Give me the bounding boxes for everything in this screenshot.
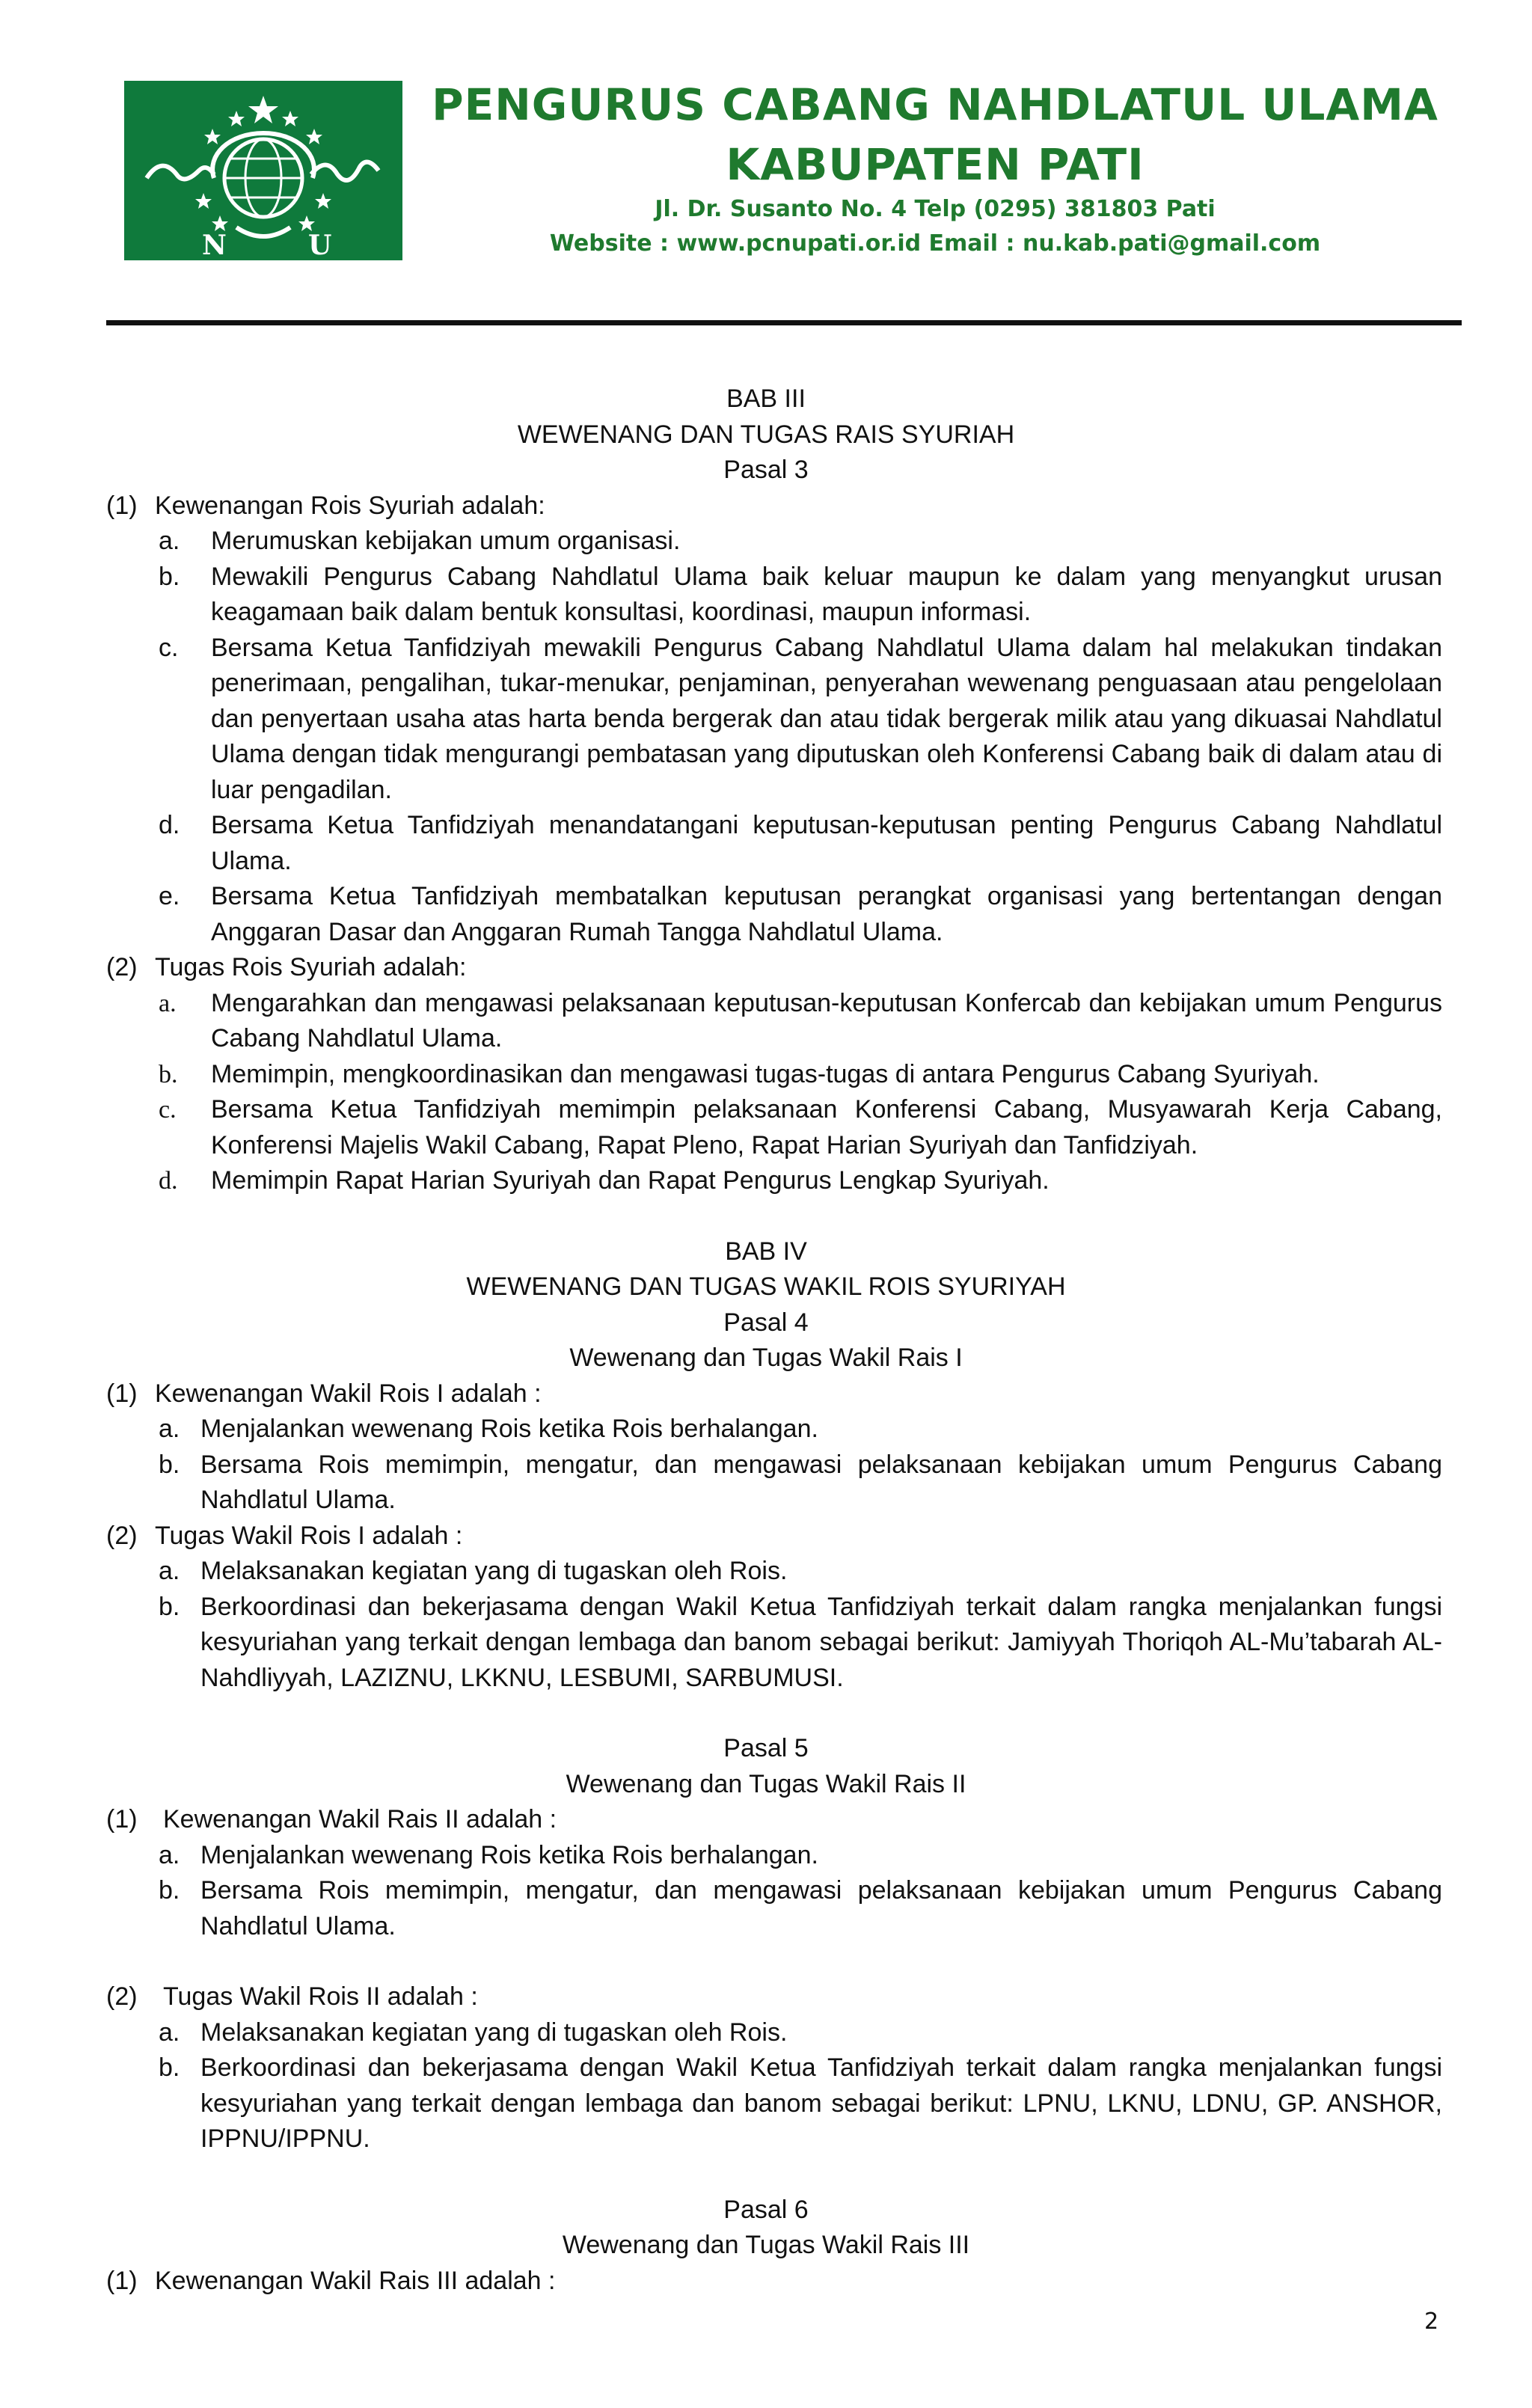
- list-marker: a.: [159, 1415, 180, 1443]
- list-marker: e.: [159, 882, 180, 910]
- clause-1: [0, 2264, 1532, 2300]
- list-marker: b.: [159, 1450, 180, 1479]
- list-marker: b.: [159, 1592, 180, 1621]
- list-text: Menjalankan wewenang Rois ketika Rois berhalangan.: [200, 1415, 818, 1443]
- article-heading: Pasal 5: [723, 1734, 809, 1762]
- article-subtitle: Wewenang dan Tugas Wakil Rais II: [566, 1769, 966, 1798]
- list-text: Melaksanakan kegiatan yang di tugaskan oleh Rois.: [200, 2018, 788, 2047]
- page-number: 2: [1424, 2309, 1439, 2335]
- org-address: Jl. Dr. Susanto No. 4 Telp (0295) 381803 Pati: [655, 196, 1216, 222]
- chapter-heading: BAB III: [726, 385, 806, 413]
- list-marker: a.: [159, 1840, 180, 1869]
- list-item: [0, 1412, 1532, 1447]
- list-item: [0, 1590, 1532, 1697]
- header-divider: [106, 320, 1462, 325]
- org-title-line1: PENGURUS CABANG NAHDLATUL ULAMA: [432, 79, 1438, 130]
- article-heading: Pasal 3: [723, 456, 809, 484]
- list-item: [0, 1447, 1532, 1519]
- list-marker: a.: [159, 989, 177, 1017]
- list-marker: b.: [159, 2053, 180, 2082]
- clause-number: (1): [106, 1805, 138, 1833]
- list-marker: b.: [159, 1876, 180, 1905]
- clause-text: Kewenangan Rois Syuriah adalah:: [155, 491, 545, 520]
- list-text: Mewakili Pengurus Cabang Nahdlatul Ulama baik keluar maupun ke dalam yang menyangkut urusan keagamaan baik dalam bentuk konsultasi, koordinasi, maupun informasi.: [211, 562, 1442, 626]
- org-title: [419, 75, 1451, 194]
- list-text: Memimpin, mengkoordinasikan dan mengawasi tugas-tugas di antara Pengurus Cabang Syuriyah.: [211, 1059, 1320, 1088]
- clause-2: [0, 1979, 1532, 2015]
- list-text: Memimpin Rapat Harian Syuriyah dan Rapat Pengurus Lengkap Syuriyah.: [211, 1166, 1050, 1195]
- list-marker: a.: [159, 2018, 180, 2047]
- list-marker: b.: [159, 1060, 178, 1088]
- list-marker: b.: [159, 562, 180, 591]
- clause-1: [0, 1376, 1532, 1412]
- list-text: Melaksanakan kegiatan yang di tugaskan oleh Rois.: [200, 1557, 788, 1585]
- clause-1: [0, 488, 1532, 524]
- list-text: Bersama Rois memimpin, mengatur, dan mengawasi pelaksanaan kebijakan umum Pengurus Cabang Nahdlatul Ulama.: [200, 1450, 1442, 1514]
- list-text: Bersama Ketua Tanfidziyah membatalkan keputusan perangkat organisasi yang bertentangan dengan Anggaran Dasar dan Anggaran Rumah Tangga Nahdlatul Ulama.: [211, 882, 1442, 946]
- article-subtitle: Wewenang dan Tugas Wakil Rais III: [562, 2231, 970, 2259]
- list-marker: d.: [159, 811, 180, 839]
- list-marker: c.: [159, 633, 179, 662]
- list-item: [0, 2050, 1532, 2157]
- clause-number: (1): [106, 1379, 138, 1408]
- letterhead: [0, 0, 1532, 329]
- logo-letter-n: N: [202, 230, 227, 260]
- list-text: Bersama Ketua Tanfidziyah mewakili Pengurus Cabang Nahdlatul Ulama dalam hal melakukan tindakan penerimaan, pengalihan, tukar-menukar, penjaminan, penyerahan wewenang penguasaan atau pengelolaan dan penyertaan usaha atas harta benda bergerak dan atau tidak bergerak milik atau yang dikuasai Nahdlatul Ulama dengan tidak mengurangi pembatasan yang diputuskan oleh Konferensi Cabang baik di dalam atau di luar pengadilan.: [211, 633, 1442, 804]
- list-item: [0, 1163, 1532, 1199]
- spacer: [0, 1199, 1532, 1234]
- list-item: [0, 1873, 1532, 1944]
- list-text: Berkoordinasi dan bekerjasama dengan Wakil Ketua Tanfidziyah terkait dalam rangka menjalankan fungsi kesyuriahan yang terkait dengan lembaga dan banom sebagai berikut: LPNU, LKNU, LDNU, GP. ANSHOR, IPPNU/IPPNU.: [200, 2053, 1442, 2153]
- list-text: Bersama Ketua Tanfidziyah menandatangani keputusan-keputusan penting Pengurus Cabang Nahdlatul Ulama.: [211, 811, 1442, 875]
- nu-emblem-icon: [124, 81, 402, 260]
- list-item: [0, 524, 1532, 560]
- article-heading: Pasal 4: [723, 1308, 809, 1337]
- clause-2: [0, 1519, 1532, 1554]
- list-item: [0, 1838, 1532, 1874]
- list-item: [0, 631, 1532, 809]
- clause-1: [0, 1802, 1532, 1838]
- list-item: [0, 1092, 1532, 1163]
- clause-number: (2): [106, 1521, 138, 1550]
- list-text: Merumuskan kebijakan umum organisasi.: [211, 527, 681, 555]
- org-website-email: Website : www.pcnupati.or.id Email : nu.kab.pati@gmail.com: [549, 230, 1321, 257]
- clause-text: Tugas Wakil Rois II adalah :: [163, 1982, 478, 2011]
- chapter-title: WEWENANG DAN TUGAS RAIS SYURIAH: [517, 420, 1015, 449]
- clause-number: (2): [106, 953, 138, 981]
- list-item: [0, 879, 1532, 950]
- clause-2: [0, 950, 1532, 986]
- list-marker: d.: [159, 1167, 178, 1195]
- list-text: Bersama Rois memimpin, mengatur, dan mengawasi pelaksanaan kebijakan umum Pengurus Cabang Nahdlatul Ulama.: [200, 1876, 1442, 1940]
- clause-text: Tugas Rois Syuriah adalah:: [155, 953, 467, 981]
- list-text: Berkoordinasi dan bekerjasama dengan Wakil Ketua Tanfidziyah terkait dalam rangka menjalankan fungsi kesyuriahan yang terkait dengan lembaga dan banom sebagai berikut: Jamiyyah Thoriqoh AL-Mu’tabarah AL-Nahdliyyah, LAZIZNU, LKKNU, LESBUMI, SARBUMUSI.: [200, 1592, 1442, 1692]
- clause-number: (1): [106, 491, 138, 520]
- chapter-heading: BAB IV: [725, 1237, 807, 1266]
- list-text: Mengarahkan dan mengawasi pelaksanaan keputusan-keputusan Konfercab dan kebijakan umum Pengurus Cabang Nahdlatul Ulama.: [211, 988, 1442, 1053]
- nu-logo: [124, 81, 402, 260]
- clause-text: Kewenangan Wakil Rais II adalah :: [163, 1805, 557, 1833]
- spacer: [0, 1696, 1532, 1731]
- spacer: [0, 2157, 1532, 2193]
- clause-number: (2): [106, 1982, 138, 2011]
- clause-text: Kewenangan Wakil Rois I adalah :: [155, 1379, 542, 1408]
- document-body: [0, 382, 1532, 2299]
- clause-text: Tugas Wakil Rois I adalah :: [155, 1521, 463, 1550]
- clause-number: (1): [106, 2266, 138, 2295]
- list-marker: a.: [159, 1557, 180, 1585]
- logo-letter-u: U: [308, 230, 332, 260]
- list-text: Menjalankan wewenang Rois ketika Rois berhalangan.: [200, 1840, 818, 1869]
- spacer: [0, 1944, 1532, 1979]
- chapter-title: WEWENANG DAN TUGAS WAKIL ROIS SYURIYAH: [466, 1272, 1066, 1301]
- org-title-line2: KABUPATEN PATI: [726, 139, 1145, 190]
- list-item: [0, 986, 1532, 1057]
- list-item: [0, 1057, 1532, 1093]
- list-marker: a.: [159, 527, 180, 555]
- list-marker: c.: [159, 1096, 177, 1124]
- list-item: [0, 1554, 1532, 1590]
- list-item: [0, 2015, 1532, 2051]
- list-item: [0, 560, 1532, 631]
- clause-text: Kewenangan Wakil Rais III adalah :: [155, 2266, 556, 2295]
- article-subtitle: Wewenang dan Tugas Wakil Rais I: [569, 1344, 963, 1372]
- article-heading: Pasal 6: [723, 2195, 809, 2224]
- list-text: Bersama Ketua Tanfidziyah memimpin pelaksanaan Konferensi Cabang, Musyawarah Kerja Cabang, Konferensi Majelis Wakil Cabang, Rapat Pleno, Rapat Harian Syuriyah dan Tanfidziyah.: [211, 1095, 1442, 1159]
- list-item: [0, 808, 1532, 879]
